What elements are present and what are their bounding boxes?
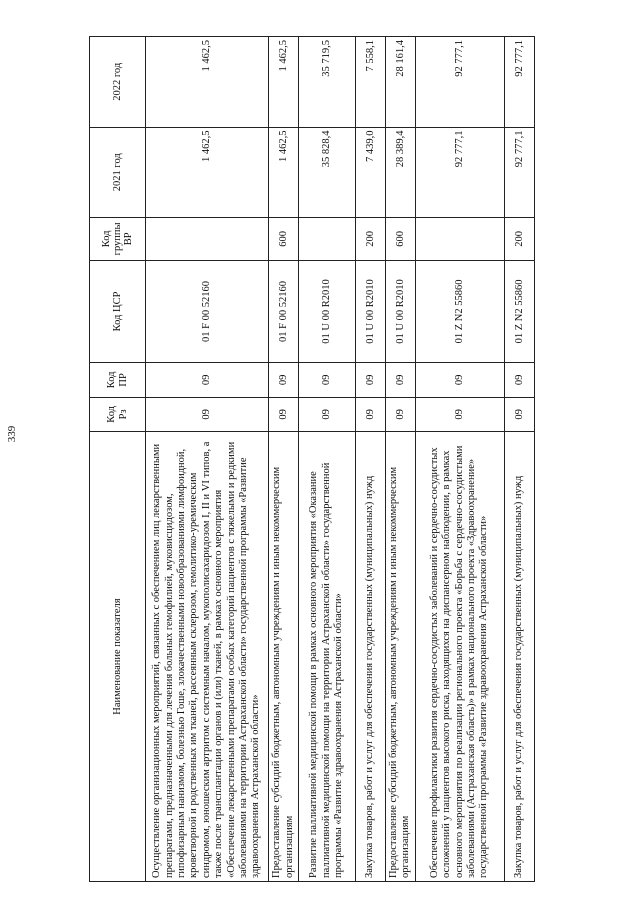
header-csr: Код ЦСР [90,260,146,362]
row-2021: 7 439,0 [355,127,385,217]
row-2021: 92 777,1 [416,127,505,217]
row-pr: 09 [504,363,534,398]
row-2021: 28 389,4 [385,127,415,217]
header-vr: Код группы ВР [90,217,146,260]
row-2021: 92 777,1 [504,127,534,217]
row-vr: 600 [268,217,298,260]
table-row [299,37,355,882]
row-csr: 01 F 00 52160 [268,260,298,362]
row-pr: 09 [355,363,385,398]
row-2022: 92 777,1 [504,37,534,128]
table-row [146,37,269,882]
row-csr: 01 F 00 52160 [146,260,269,362]
row-pr: 09 [416,363,505,398]
row-csr: 01 Z N2 55860 [416,260,505,362]
row-vr: 200 [504,217,534,260]
row-vr [146,217,269,260]
header-row [90,37,146,882]
row-name: Предоставление субсидий бюджетным, автономным учреждениям и иным некоммерческим организациям [385,432,415,882]
row-name: Осуществление организационных мероприятий, связанных с обеспечением лиц лекарственными препаратами, предназначенными для лечения больных гемофилией, муковисцидозом, гипофизарным нанизмом, болезнью Гоше, злокачественными новообразованиями лимфоидной, кроветворной и родственных им тканей, рассеянным склерозом, гемолитико-уремическим синдромом, юношеским артритом с системным началом, мукополисахаридозом I, II и VI типов, а также после трансплантации органов и (или) тканей, в рамках основного мероприятия «Обеспечение лекарственными препаратами особых категорий пациентов с тяжелыми и редкими заболеваниями на территории Астраханской области» государственной программы «Развитие здравоохранения Астраханской области» [146,432,269,882]
row-rz: 09 [299,397,355,432]
row-2021: 1 462,5 [268,127,298,217]
row-pr: 09 [146,363,269,398]
header-rz: Код Рз [90,397,146,432]
row-pr: 09 [299,363,355,398]
row-rz: 09 [504,397,534,432]
table-row [355,37,385,882]
row-name: Предоставление субсидий бюджетным, автономным учреждениям и иным некоммерческим организациям [268,432,298,882]
row-csr: 01 U 00 R2010 [385,260,415,362]
row-pr: 09 [385,363,415,398]
row-rz: 09 [385,397,415,432]
row-2022: 35 719,5 [299,37,355,128]
header-name: Наименование показателя [90,432,146,882]
row-name: Развитие паллиативной медицинской помощи в рамках основного мероприятия «Оказание паллиативной медицинской помощи на территории Астраханской области» государственной программы «Развитие здравоохранения Астраханской области» [299,432,355,882]
row-csr: 01 U 00 R2010 [299,260,355,362]
row-name: Обеспечение профилактики развития сердечно-сосудистых заболеваний и сердечно-сосудистых осложнений у пациентов высокого риска, находящихся на диспансерном наблюдении, в рамках основного мероприятия по реализации регионального проекта «Борьба с сердечно-сосудистыми заболеваниями (Астраханская область)» в рамках национального проекта «Здравоохранение» государственной программы «Развитие здравоохранения Астраханской области» [416,432,505,882]
page-number: 339 [6,425,18,443]
table-row [504,37,534,882]
table-row [416,37,505,882]
table-rotation-container [89,36,535,882]
row-2022: 7 558,1 [355,37,385,128]
row-2021: 1 462,5 [146,127,269,217]
row-2022: 1 462,5 [268,37,298,128]
table-row [268,37,298,882]
row-2022: 1 462,5 [146,37,269,128]
row-vr: 600 [385,217,415,260]
row-rz: 09 [146,397,269,432]
row-pr: 09 [268,363,298,398]
header-pr: Код ПР [90,363,146,398]
row-csr: 01 Z N2 55860 [504,260,534,362]
row-rz: 09 [355,397,385,432]
row-2021: 35 828,4 [299,127,355,217]
row-rz: 09 [268,397,298,432]
row-vr [416,217,505,260]
row-2022: 28 161,4 [385,37,415,128]
header-2022: 2022 год [90,37,146,128]
table-row [385,37,415,882]
row-name: Закупка товаров, работ и услуг для обеспечения государственных (муниципальных) нужд [504,432,534,882]
row-rz: 09 [416,397,505,432]
row-vr: 200 [355,217,385,260]
row-name: Закупка товаров, работ и услуг для обеспечения государственных (муниципальных) нужд [355,432,385,882]
rotated-table-area [89,36,535,882]
row-vr [299,217,355,260]
row-csr: 01 U 00 R2010 [355,260,385,362]
header-2021: 2021 год [90,127,146,217]
budget-table [89,36,535,882]
row-2022: 92 777,1 [416,37,505,128]
